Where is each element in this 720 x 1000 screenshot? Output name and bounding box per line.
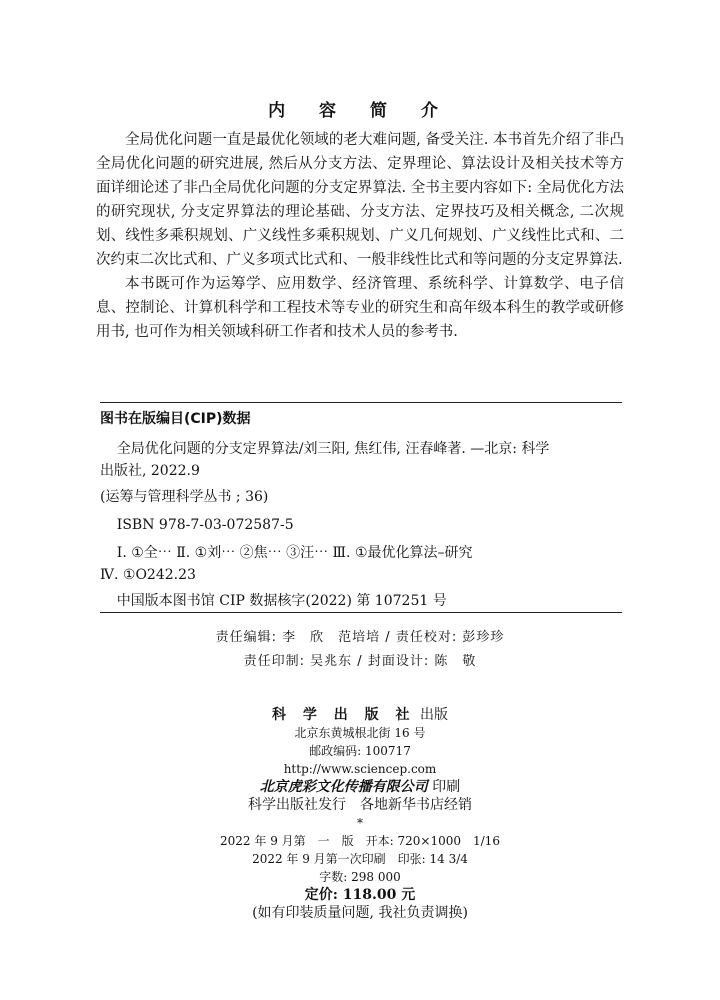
cip-citation-cont: 出版社, 2022.9 <box>100 463 200 479</box>
credits-production: 责任印制: 吴兆东 / 封面设计: 陈 敬 <box>243 654 477 669</box>
publisher-url: http://www.sciencep.com <box>283 762 437 776</box>
summary-body <box>96 128 624 344</box>
credits-block <box>0 626 720 674</box>
publisher-name: 科 学 出 版 社 <box>272 707 416 723</box>
cip-classification: Ⅰ. ①全⋯ Ⅱ. ①刘⋯ ②焦⋯ ③汪⋯ Ⅲ. ①最优化算法–研究 <box>116 545 473 561</box>
summary-paragraph-2: 本书既可作为运筹学、应用数学、经济管理、系统科学、计算数学、电子信息、控制论、计算机科学和工程技术等专业的研究生和高年级本科生的教学或研修用书, 也可作为相关领域科研工作者和技术人员的参考书. <box>96 276 624 340</box>
publisher-line <box>0 706 720 724</box>
publisher-suffix: 出版 <box>419 707 448 723</box>
summary-paragraph-1: 全局优化问题一直是最优化领域的老大难问题, 备受关注. 本书首先介绍了非凸全局优化问题的研究进展, 然后从分支方法、定界理论、算法设计及相关技术等方面详细论述了非凸全局优化问题的分支定界算法. 全书主要内容如下: 全局优化方法的研究现状, 分支定界算法的理论基础、分支方法、定界技巧及相关概念, 二次规划、线性多乘积规划、广义线性多乘积规划、广义几何规划、广义线性比式和、二次约束二次比式和、广义多项式比式和、一般非线性比式和等问题的分支定界算法. <box>96 132 624 268</box>
publisher-block <box>0 706 720 922</box>
summary-title: 内 容 简 介 <box>268 101 452 121</box>
cip-series: (运筹与管理科学丛书 ; 36) <box>100 489 269 505</box>
printer-line <box>0 778 720 796</box>
printer-name: 北京虎彩文化传播有限公司 <box>259 779 428 795</box>
publisher-address: 北京东黄城根北街 16 号 <box>294 726 426 740</box>
cip-bottom-rule <box>100 612 622 613</box>
cip-top-rule <box>100 402 622 403</box>
publisher-postcode: 邮政编码: 100717 <box>309 744 411 758</box>
separator-star: * <box>357 816 363 830</box>
quality-note: (如有印装质量问题, 我社负责调换) <box>252 905 468 921</box>
cip-record-number: 中国版本图书馆 CIP 数据核字(2022) 第 107251 号 <box>116 593 447 609</box>
printer-suffix: 印刷 <box>432 779 461 795</box>
price: 定价: 118.00 元 <box>304 887 416 903</box>
cip-clc: Ⅳ. ①O242.23 <box>100 567 196 583</box>
distribution-line: 科学出版社发行 各地新华书店经销 <box>248 797 472 813</box>
cip-isbn: ISBN 978-7-03-072587-5 <box>116 517 294 533</box>
edition-line: 2022 年 9 月第 一 版 开本: 720×1000 1/16 <box>220 834 500 848</box>
credits-editors: 责任编辑: 李 欣 范培培 / 责任校对: 彭珍珍 <box>215 630 505 645</box>
cip-citation: 全局优化问题的分支定界算法/刘三阳, 焦红伟, 汪春峰著. —北京: 科学 <box>116 441 550 457</box>
cip-block <box>100 408 622 612</box>
cip-heading: 图书在版编目(CIP)数据 <box>100 411 251 427</box>
printing-line: 2022 年 9 月第一次印刷 印张: 14 3/4 <box>252 852 468 866</box>
word-count: 字数: 298 000 <box>319 870 401 884</box>
